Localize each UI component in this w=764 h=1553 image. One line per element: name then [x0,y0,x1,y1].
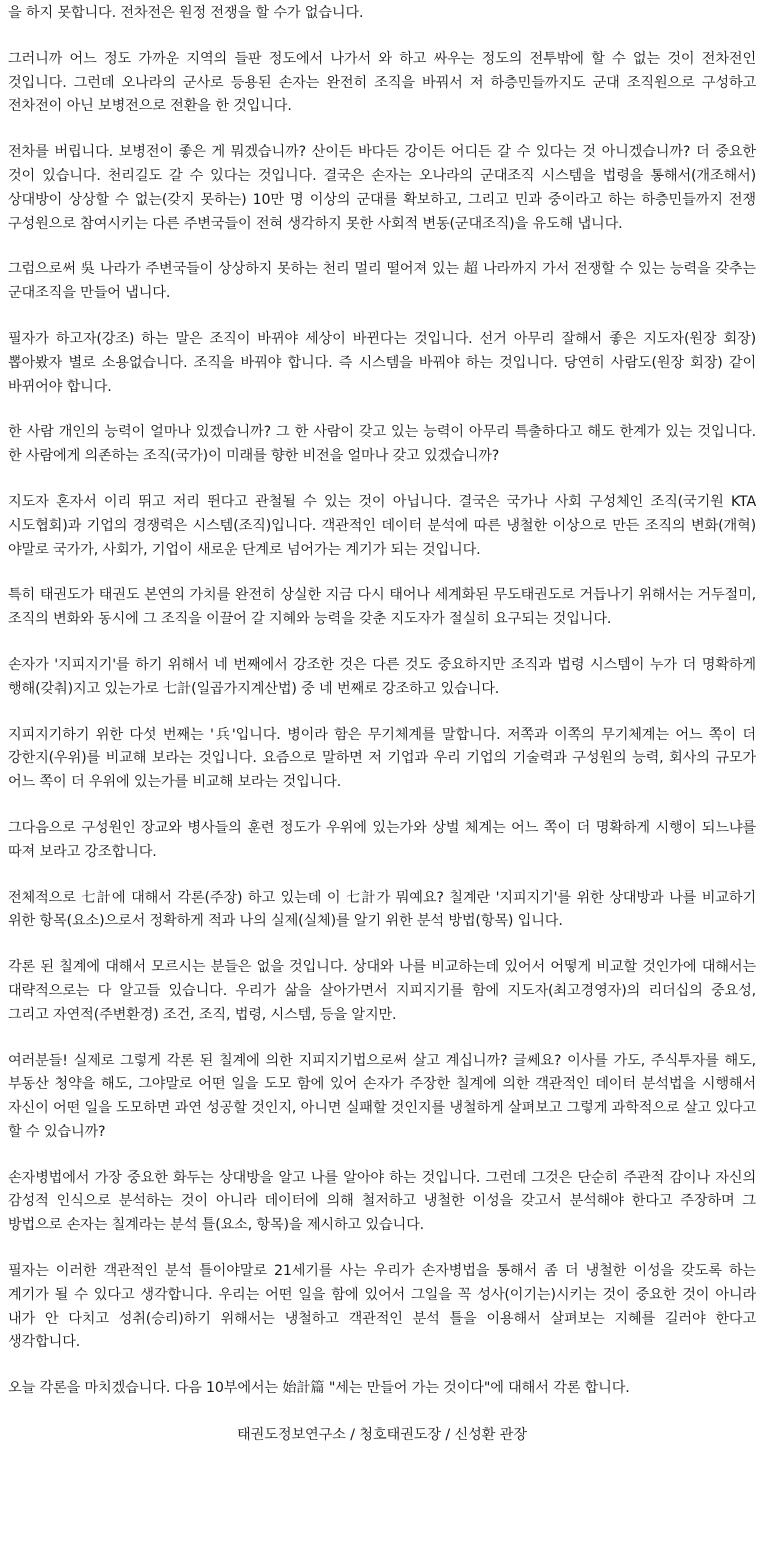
paragraph-10: 지피지기하기 위한 다섯 번째는 '兵'입니다. 병이라 함은 무기체계를 말합니다. 저쪽과 이쪽의 무기체계는 어느 쪽이 더 강한지(우위)를 비교해 보라는 것입니다. 요즘으로 말하면 저 기업과 우리 기업의 기술력과 구성원의 능력, 회사의 규모가 어느 쪽이 더 우위에 있는가를 비교해 보라는 것입니다. [8,726,756,791]
paragraph-6: 한 사람 개인의 능력이 얼마나 있겠습니까? 그 한 사람이 갖고 있는 능력이 아무리 특출하다고 해도 한계가 있는 것입니다. 한 사람에게 의존하는 조직(국가)이 미래를 향한 비전을 얼마나 갖고 있겠습니까? [8,424,756,465]
paragraph-14: 여러분들! 실제로 그렇게 각론 된 칠계에 의한 지피지기법으로써 살고 계십니까? 글쎄요? 이사를 가도, 주식투자를 해도, 부동산 청약을 해도, 그야말로 어떤 일을 도모 함에 있어 손자가 주장한 칠계에 의한 객관적인 데이터 분석법을 시행해서 자신이 어떤 일을 도모하면 과연 성공할 것인지, 아니면 실패할 것인지를 냉철하게 살펴보고 그렇게 과학적으로 살고 있다고 할 수 있습니까? [8,1052,756,1140]
paragraph-4: 그럼으로써 吳 나라가 주변국들이 상상하지 못하는 천리 멀리 떨어져 있는 超 나라까지 가서 전쟁할 수 있는 능력을 갖추는 군대조직을 만들어 냅니다. [8,261,756,302]
paragraph-7: 지도자 혼자서 이리 뛰고 저리 뛴다고 관철될 수 있는 것이 아닙니다. 결국은 국가나 사회 구성체인 조직(국기원 KTA 시도협회)과 기업의 경쟁력은 시스템(조직)입니다. 객관적인 데이터 분석에 따른 냉철한 이상으로 만든 조직의 변화(개혁)야말로 국가가, 사회가, 기업이 새로운 단계로 넘어가는 계기가 되는 것입니다. [8,493,756,558]
paragraph-11: 그다음으로 구성원인 장교와 병사들의 훈련 정도가 우위에 있는가와 상벌 체계는 어느 쪽이 더 명확하게 시행이 되느냐를 따져 보라고 강조합니다. [8,819,756,860]
paragraph-8: 특히 태권도가 태권도 본연의 가치를 완전히 상실한 지금 다시 태어나 세계화된 무도태권도로 거듭나기 위해서는 거두절미, 조직의 변화와 동시에 그 조직을 이끌어 갈 지혜와 능력을 갖춘 지도자가 절실히 요구되는 것입니다. [8,587,756,628]
paragraph-17: 오늘 각론을 마치겠습니다. 다음 10부에서는 始計篇 "세는 만들어 가는 것이다"에 대해서 각론 합니다. [8,1380,630,1397]
paragraph-1: 을 하지 못합니다. 전차전은 원정 전쟁을 할 수가 없습니다. [8,5,364,21]
paragraph-3: 전차를 버립니다. 보병전이 좋은 게 뭐겠습니까? 산이든 바다든 강이든 어디든 갈 수 있다는 것 아니겠습니까? 더 중요한 것이 있습니다. 천리길도 갈 수 있다는 것입니다. 결국은 손자는 오나라의 군대조직 시스템을 법령을 통해서(개조해서) 상대방이 상상할 수 없는(갖지 못하는) 10만 명 이상의 군대를 확보하고, 그리고 민과 중이라고 하는 하층민들까지 전쟁 구성원으로 참여시키는 다른 주변국들이 전혀 생각하지 못한 사회적 변동(군대조직)을 유도해 냅니다. [8,144,756,232]
paragraph-13: 각론 된 칠계에 대해서 모르시는 분들은 없을 것입니다. 상대와 나를 비교하는데 있어서 어떻게 비교할 것인가에 대해서는 대략적으로는 다 알고들 있습니다. 우리가 삶을 살아가면서 지피지기를 함에 지도자(최고경영자)의 리더십의 중요성, 그리고 자연적(주변환경) 조건, 조직, 법령, 시스템, 등을 알지만. [8,959,756,1023]
paragraph-5: 필자가 하고자(강조) 하는 말은 조직이 바뀌야 세상이 바뀐다는 것입니다. 선거 아무리 잘해서 좋은 지도자(원장 회장) 뽑아봤자 별로 소용없습니다. 조직을 바꿔야 합니다. 즉 시스템을 바꿔야 하는 것입니다. 당연히 사람도(원장 회장) 같이 바뀌어야 합니다. [8,330,756,395]
paragraph-9: 손자가 '지피지기'를 하기 위해서 네 번째에서 강조한 것은 다른 것도 중요하지만 조직과 법령 시스템이 누가 더 명확하게 행해(갖춰)지고 있는가로 七計(일곱가지계산법) 중 네 번째로 강조하고 있습니다. [8,656,756,697]
paragraph-16: 필자는 이러한 객관적인 분석 틀이야말로 21세기를 사는 우리가 손자병법을 통해서 좀 더 냉철한 이성을 갖도록 하는 계기가 될 수 있다고 생각합니다. 우리는 어떤 일을 함에 있어서 그일을 꼭 성사(이기는)시키는 것이 중요한 것이 아니라 내가 안 다치고 성취(승리)하기 위해서는 냉철하고 객관적인 분석 틀을 이용해서 살펴보는 지혜를 길러야 한다고 생각합니다. [8,1263,756,1351]
paragraph-2: 그러니까 어느 정도 가까운 지역의 들판 정도에서 나가서 와 하고 싸우는 정도의 전투밖에 할 수 없는 것이 전차전인 것입니다. 그런데 오나라의 군사로 등용된 손자는 완전히 조직을 바꿔서 저 하층민들까지도 군대 조직원으로 구성하고 전차전이 아닌 보병전으로 전환을 한 것입니다. [8,50,756,115]
author-signature: 태권도정보연구소 / 청호태권도장 / 신성환 관장 [237,1427,527,1444]
paragraph-12: 전체적으로 七計에 대해서 각론(주장) 하고 있는데 이 七計가 뭐예요? 칠계란 '지피지기'를 위한 상대방과 나를 비교하기 위한 항목(요소)으로서 정확하게 적과 나의 실제(실체)를 알기 위한 분석 방법(항목) 입니다. [8,889,756,930]
paragraph-15: 손자병법에서 가장 중요한 화두는 상대방을 알고 나를 알아야 하는 것입니다. 그런데 그것은 단순히 주관적 감이나 자신의 감성적 인식으로 분석하는 것이 아니라 데이터에 의해 철저하고 냉철한 이성을 갖고서 분석해야 한다고 주장하며 그 방법으로 손자는 칠계라는 분석 틀(요소, 항목)을 제시하고 있습니다. [8,1169,756,1234]
